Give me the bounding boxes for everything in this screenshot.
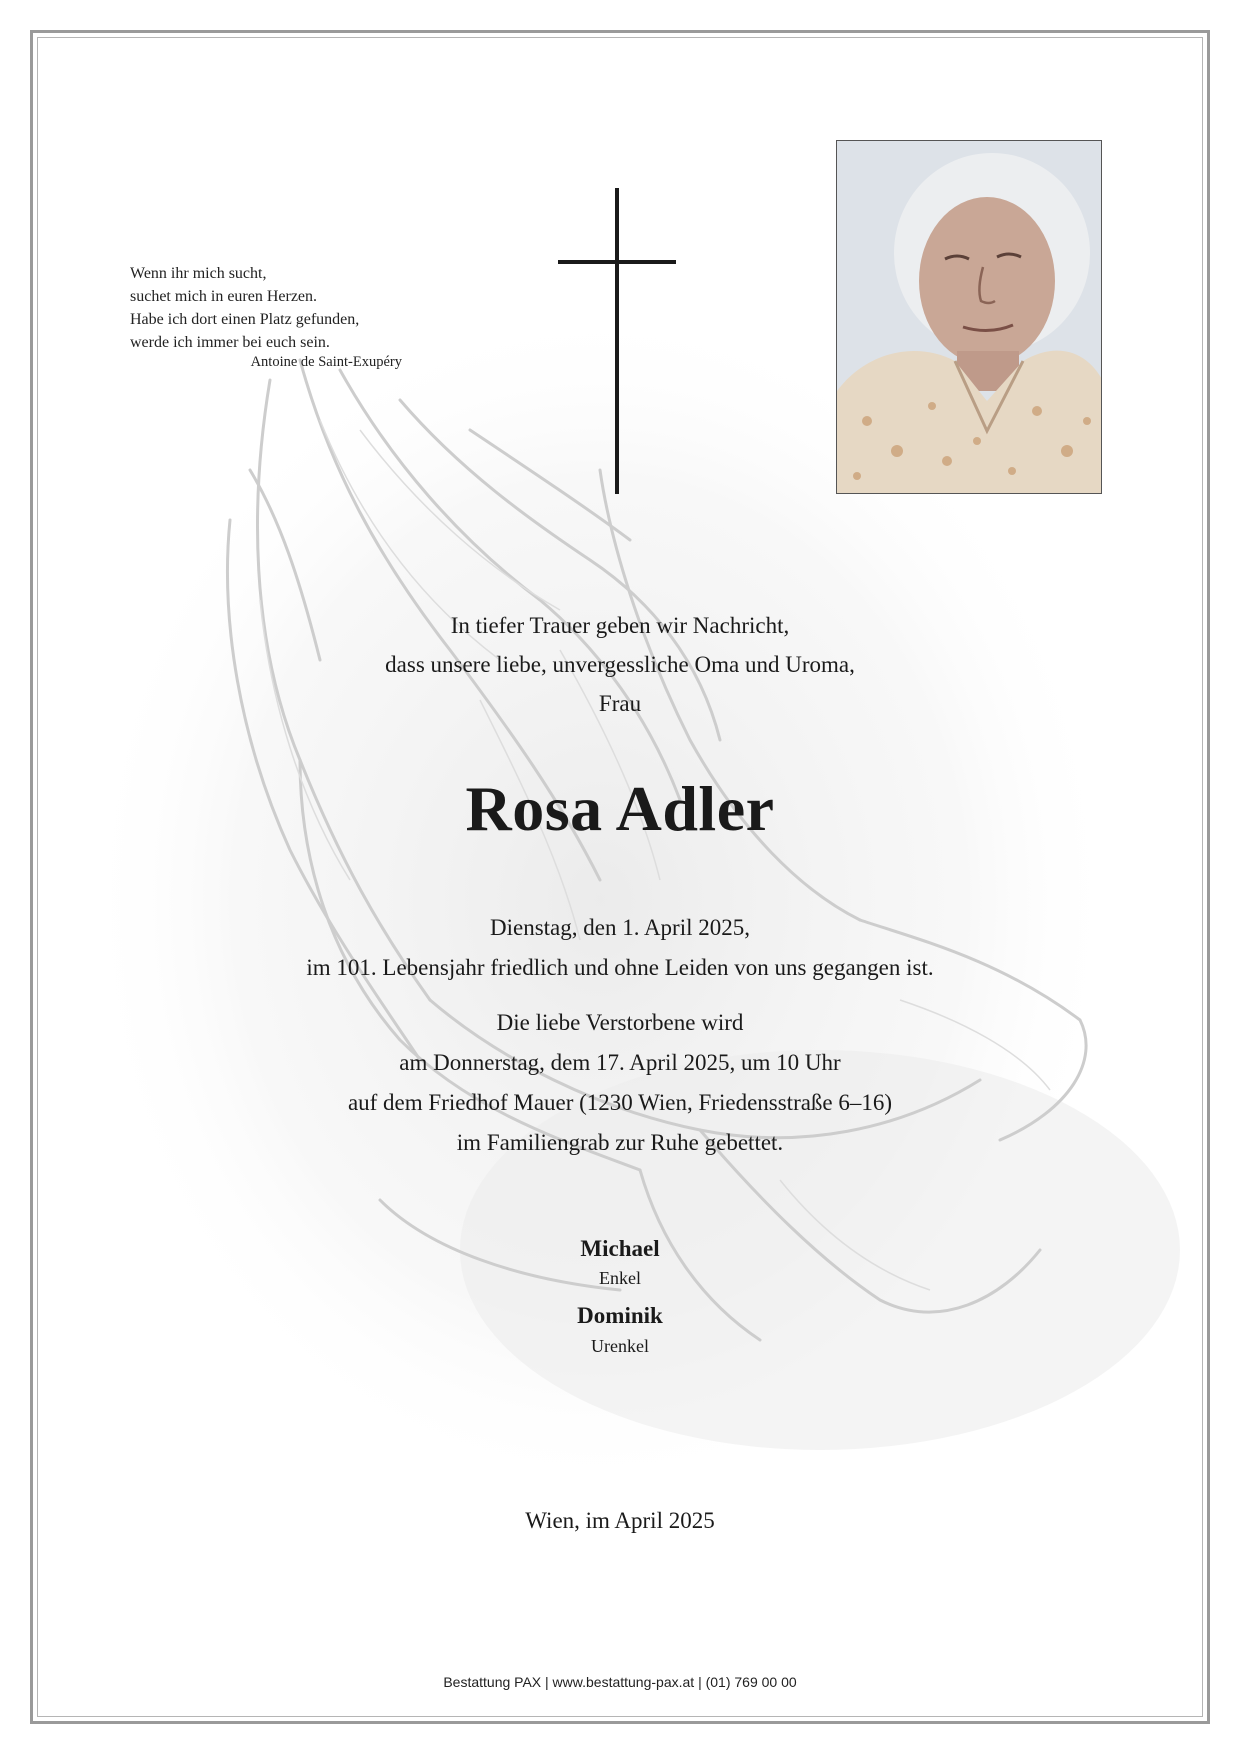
quote-line: suchet mich in euren Herzen.	[130, 288, 318, 305]
quote-author: Antoine de Saint-Exupéry	[250, 354, 402, 370]
death-notice	[0, 908, 1240, 988]
burial-notice	[0, 1003, 1240, 1163]
funeral-home-footer: Bestattung PAX | www.bestattung-pax.at | (01) 769 00 00	[443, 1674, 797, 1690]
portrait-photo	[836, 140, 1102, 494]
death-notice-line: Dienstag, den 1. April 2025,	[490, 915, 750, 940]
place-date: Wien, im April 2025	[525, 1508, 715, 1533]
death-notice-line: im 101. Lebensjahr friedlich und ohne Leiden von uns gegangen ist.	[306, 955, 934, 980]
mourner-name: Dominik	[577, 1303, 663, 1328]
burial-notice-line: auf dem Friedhof Mauer (1230 Wien, Friedensstraße 6–16)	[347, 1090, 893, 1115]
quote-line: Wenn ihr mich sucht,	[130, 265, 267, 282]
deceased-name: Rosa Adler	[465, 773, 775, 844]
quote-line: Habe ich dort einen Platz gefunden,	[130, 311, 360, 328]
intro-line: In tiefer Trauer geben wir Nachricht,	[450, 613, 790, 638]
cross-icon	[558, 188, 678, 494]
intro-line: Frau	[598, 691, 642, 716]
quote-text	[130, 262, 430, 354]
mourner-relation: Enkel	[599, 1268, 641, 1288]
intro-text	[0, 606, 1240, 723]
burial-notice-line: Die liebe Verstorbene wird	[496, 1010, 744, 1035]
burial-notice-line: am Donnerstag, dem 17. April 2025, um 10 Uhr	[399, 1050, 841, 1075]
mourner-relation: Urenkel	[591, 1336, 649, 1356]
quote-line: werde ich immer bei euch sein.	[130, 334, 330, 351]
intro-line: dass unsere liebe, unvergessliche Oma und Uroma,	[385, 652, 855, 677]
burial-notice-line: im Familiengrab zur Ruhe gebettet.	[456, 1130, 784, 1155]
mourner-name: Michael	[580, 1236, 660, 1261]
